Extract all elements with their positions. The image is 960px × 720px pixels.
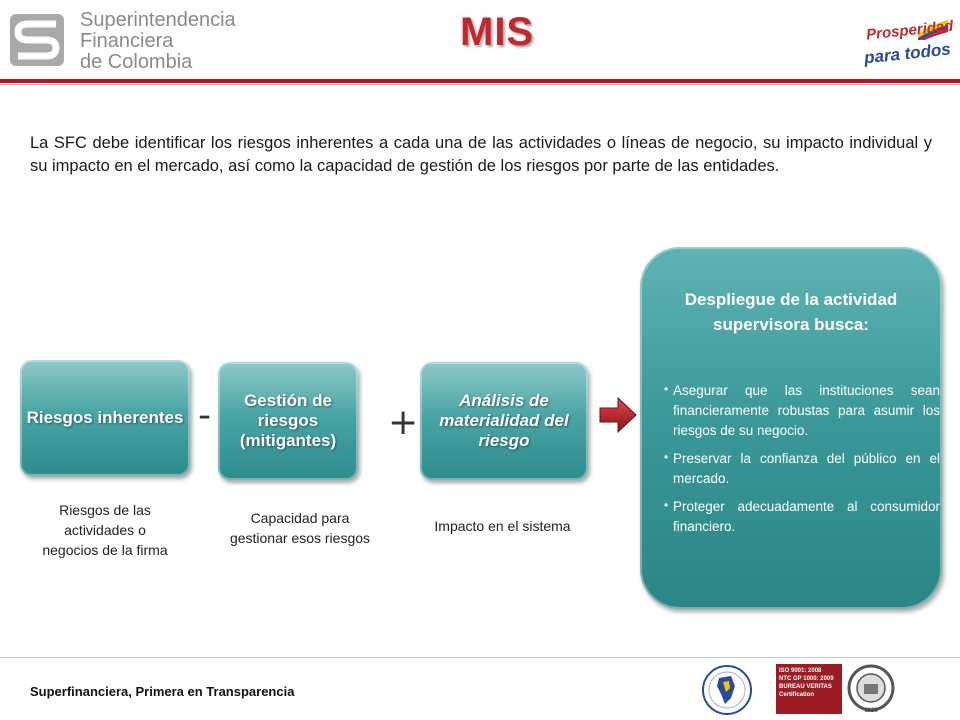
slogan-line2: para todos (863, 39, 952, 68)
cert-line3: BUREAU VERITAS (779, 684, 832, 690)
prosperidad-logo (860, 17, 955, 72)
caption-analisis-materialidad: Impacto en el sistema (434, 518, 571, 534)
org-name-line1: Superintendencia (80, 9, 236, 31)
outcome-bullet-list (664, 381, 940, 545)
box-riesgos-inherentes (20, 360, 190, 476)
cert-line1: ISO 9001: 2008 (779, 668, 822, 674)
slogan-line1: Prosperidad (865, 17, 955, 44)
iso-certification-badge (776, 664, 842, 714)
header-divider (0, 79, 960, 83)
bureau-veritas-seal-icon (846, 662, 896, 716)
caption-gestion-riesgos: Capacidad para gestionar esos riesgos (229, 510, 371, 546)
org-name-line3: de Colombia (80, 51, 193, 73)
box-analisis-materialidad-label: Análisis de materialidad del riesgo (439, 391, 569, 450)
box-analisis-materialidad (420, 362, 588, 480)
header (0, 0, 960, 80)
list-item: • Proteger adecuadamente al consumidor financiero. (664, 497, 940, 537)
org-name-line2: Financiera (80, 30, 174, 52)
sfc-logo (8, 10, 238, 72)
list-item: • Preservar la confianza del público en el mercado. (664, 449, 940, 489)
box-despliegue-supervision (640, 247, 942, 609)
outcome-title: Despliegue de la actividad supervisora busca: (684, 290, 898, 334)
cert-seal-year: 1828 (864, 708, 878, 714)
cert-line2: NTC GP 1000: 2009 (779, 676, 834, 682)
cert-line4: Certification (779, 692, 815, 698)
box-gestion-riesgos (218, 362, 358, 480)
minus-operator: - (198, 395, 211, 436)
box-gestion-riesgos-label: Gestión de riesgos (mitigantes) (239, 391, 337, 450)
list-item: • Asegurar que las instituciones sean financieramente robustas para asumir los riesgos de su negocio. (664, 381, 940, 441)
intro-paragraph: La SFC debe identificar los riesgos inherentes a cada una de las actividades o líneas de negocio, su impacto individual y su impacto en el mercado, así como la capacidad de gestión de los riesgos por parte de las entidades. (30, 134, 932, 175)
government-seal-icon (697, 664, 757, 716)
sfc-logo-name (80, 10, 250, 73)
arrow-right-icon (598, 395, 638, 435)
caption-riesgos-inherentes: Riesgos de las actividades o negocios de la firma (42, 502, 168, 558)
page-title: MIS (460, 10, 535, 54)
box-riesgos-inherentes-label: Riesgos inherentes (26, 408, 184, 427)
footer-slogan: Superfinanciera, Primera en Transparencia (30, 684, 295, 699)
sfc-logo-mark-icon (8, 12, 66, 68)
footer-divider (0, 657, 960, 658)
header-divider-thin (0, 84, 960, 85)
plus-operator: + (388, 402, 419, 443)
